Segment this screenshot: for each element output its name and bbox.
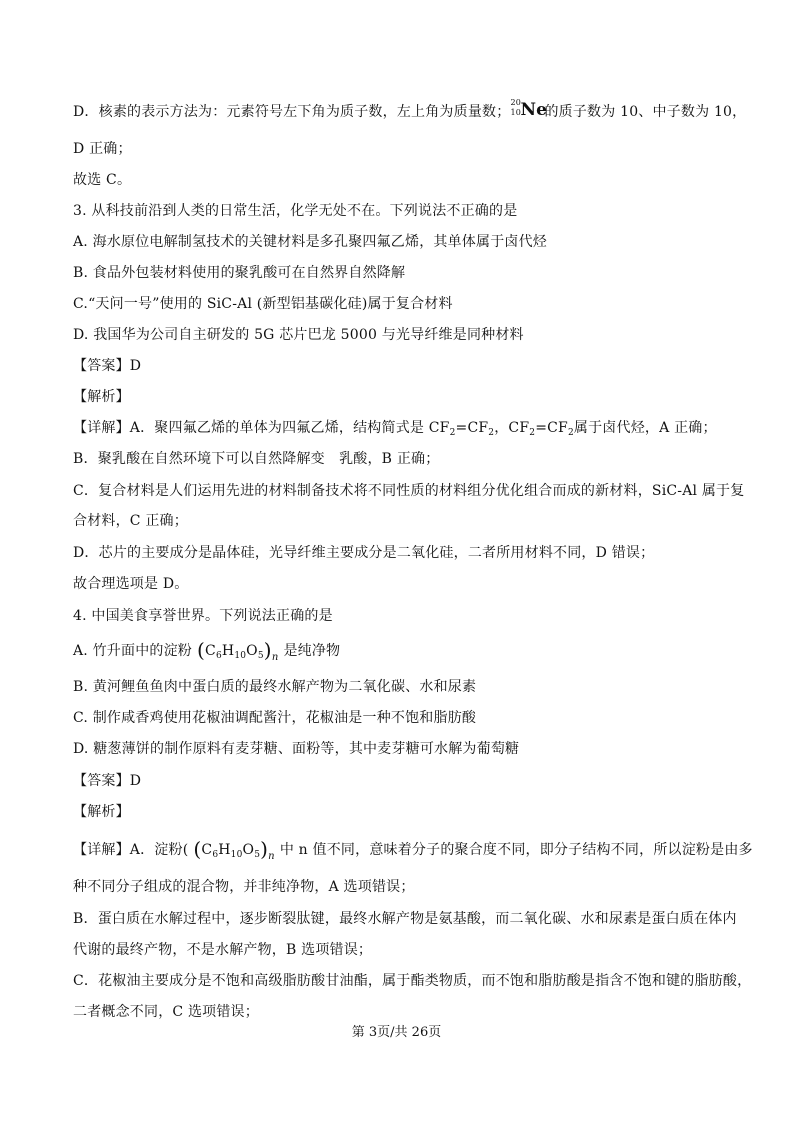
- text-line: C．花椒油主要成分是不饱和高级脂肪酸甘油酯，属于酯类物质，而不饱和脂肪酸是指含不饱和键的脂肪酸，: [73, 973, 752, 989]
- text-line: [73, 839, 763, 867]
- text-span: 【详解】A．淀粉(: [73, 842, 189, 858]
- subscript: 2: [529, 428, 536, 438]
- text-line: [73, 418, 763, 443]
- text-span: 属于卤代烃，A 正确；: [573, 420, 717, 436]
- element-symbol: Ne: [520, 100, 548, 120]
- text-span: D．核素的表示方法为：元素符号左下角为质子数，左上角为质量数；: [73, 104, 511, 120]
- answer-label: 【答案】D: [73, 773, 142, 789]
- starch-formula: $(C_6H_{10}O_5)_n$: [197, 638, 279, 663]
- text-span: ，CF: [494, 420, 530, 436]
- mass-number: 20: [510, 98, 522, 107]
- option-d: D. 我国华为公司自主研发的 5G 芯片巴龙 5000 与光导纤维是同种材料: [73, 327, 524, 343]
- text-span: =CF: [535, 420, 568, 436]
- starch-formula: $(C_6H_{10}O_5)_n$: [193, 837, 275, 862]
- option-c: C. 制作咸香鸡使用花椒油调配酱汁，花椒油是一种不饱和脂肪酸: [73, 710, 477, 726]
- text-line: 合材料，C 正确；: [73, 513, 188, 529]
- text-line: 二者概念不同，C 选项错误；: [73, 1004, 259, 1020]
- text-span: 的质子数为 10、中子数为 10，: [544, 104, 747, 120]
- atomic-number: 10: [510, 108, 522, 117]
- subscript: 2: [567, 428, 574, 438]
- text-line: 故合理选项是 D。: [73, 576, 189, 592]
- text-line: D．芯片的主要成分是晶体硅，光导纤维主要成分是二氧化硅，二者所用材料不同，D 错误；: [73, 545, 655, 561]
- question-3: 3. 从科技前沿到人类的日常生活，化学无处不在。下列说法不正确的是: [73, 203, 518, 219]
- text-line: 代谢的最终产物，不是水解产物，B 选项错误；: [73, 942, 373, 958]
- option-a: [73, 640, 763, 668]
- analysis-label: 【解析】: [73, 804, 130, 820]
- nuclide-symbol: [510, 98, 548, 120]
- subscript: 2: [449, 428, 456, 438]
- text-line: C．复合材料是人们运用先进的材料制备技术将不同性质的材料组分优化组合而成的新材料，SiC-Al 属于复: [73, 483, 745, 499]
- text-line: [73, 100, 763, 122]
- text-span: 是纯净物: [283, 643, 341, 659]
- option-a: A. 海水原位电解制氢技术的关键材料是多孔聚四氟乙烯，其单体属于卤代烃: [73, 234, 548, 250]
- text-line: B．蛋白质在水解过程中，逐步断裂肽键，最终水解产物是氨基酸，而二氧化碳、水和尿素是蛋白质在体内: [73, 911, 737, 927]
- subscript: 2: [488, 428, 495, 438]
- question-4: 4. 中国美食享誉世界。下列说法正确的是: [73, 608, 333, 624]
- text-line: D 正确；: [73, 141, 132, 157]
- option-d: D. 糖葱薄饼的制作原料有麦芽糖、面粉等，其中麦芽糖可水解为葡萄糖: [73, 741, 520, 757]
- text-span: A. 竹升面中的淀粉: [73, 643, 193, 659]
- option-b: B. 黄河鲤鱼鱼肉中蛋白质的最终水解产物为二氧化碳、水和尿素: [73, 679, 477, 695]
- option-b: B. 食品外包装材料使用的聚乳酸可在自然界自然降解: [73, 265, 406, 281]
- text-span: 【详解】A．聚四氟乙烯的单体为四氟乙烯，结构简式是 CF: [73, 420, 450, 436]
- text-line: B．聚乳酸在自然环境下可以自然降解变 乳酸，B 正确；: [73, 451, 440, 467]
- answer-label: 【答案】D: [73, 358, 142, 374]
- text-line: 故选 C。: [73, 172, 132, 188]
- text-span: =CF: [455, 420, 489, 436]
- text-line: 种不同分子组成的混合物，并非纯净物，A 选项错误；: [73, 879, 415, 895]
- text-span: 中 n 值不同，意味着分子的聚合度不同，即分子结构不同，所以淀粉是由多: [279, 842, 753, 858]
- analysis-label: 【解析】: [73, 389, 130, 405]
- option-c: C.“天问一号”使用的 SiC-Al (新型铝基碳化硅)属于复合材料: [73, 296, 453, 312]
- page-footer: 第 3页/共 26页: [351, 1025, 442, 1040]
